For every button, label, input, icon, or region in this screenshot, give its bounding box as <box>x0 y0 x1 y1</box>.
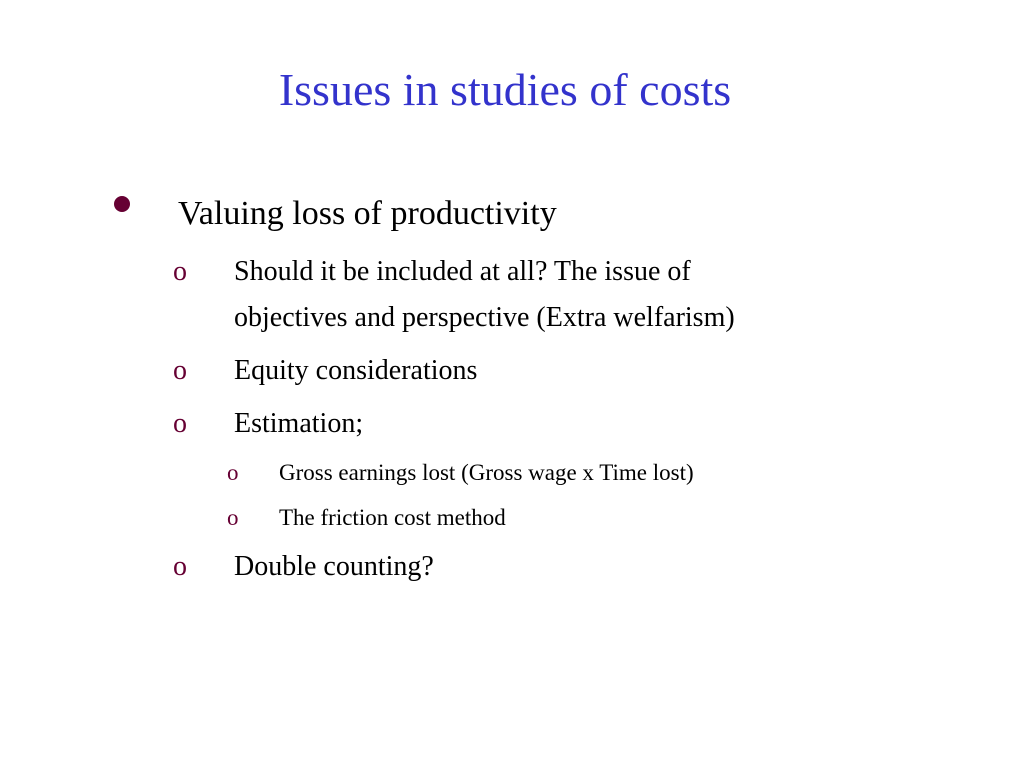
sub-bullet-icon: o <box>173 408 187 439</box>
sub-bullet-equity: Equity considerations <box>234 355 478 386</box>
sub-sub-bullet-gross-earnings: Gross earnings lost (Gross wage x Time lost) <box>279 460 694 485</box>
bullet-icon <box>114 196 130 212</box>
sub-bullet-icon: o <box>173 355 187 386</box>
sub-sub-bullet-icon: o <box>227 460 239 485</box>
sub-bullet-icon: o <box>173 551 187 582</box>
bullet-valuing-loss: Valuing loss of productivity <box>178 195 557 232</box>
slide-title: Issues in studies of costs <box>278 64 732 115</box>
sub-sub-bullet-friction-cost: The friction cost method <box>279 505 506 530</box>
sub-bullet-icon: o <box>173 256 187 287</box>
sub-sub-bullet-icon: o <box>227 505 239 530</box>
sub-bullet-double-counting: Double counting? <box>234 551 434 582</box>
sub-bullet-included-line1: Should it be included at all? The issue of <box>234 256 691 287</box>
sub-bullet-estimation: Estimation; <box>234 408 364 439</box>
sub-bullet-included-line2: objectives and perspective (Extra welfarism) <box>234 302 735 333</box>
